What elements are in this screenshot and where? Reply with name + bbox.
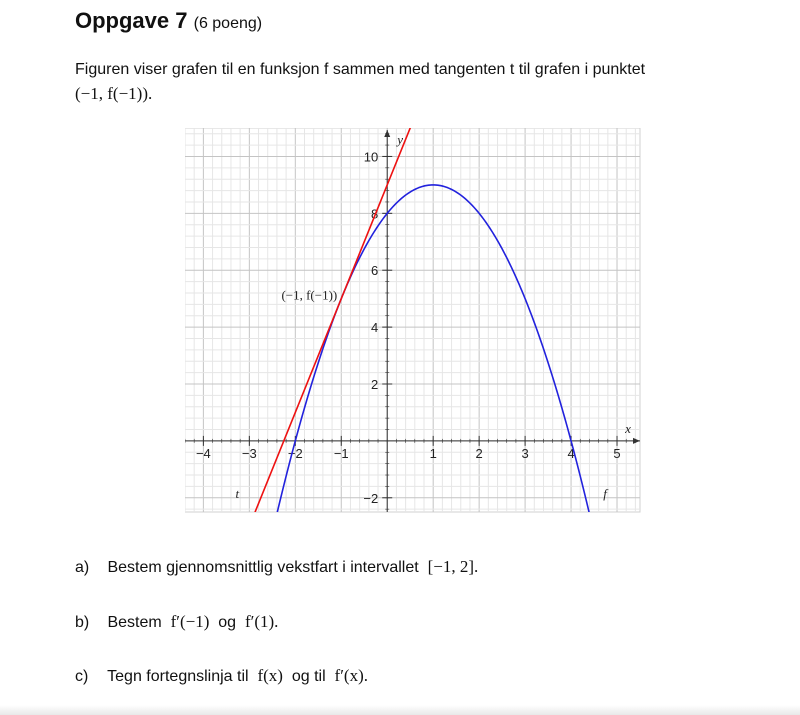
task-c-text: Tegn fortegnslinja til — [107, 668, 249, 685]
task-intro — [75, 58, 735, 107]
task-heading — [75, 8, 262, 34]
task-a-label: a) — [75, 559, 90, 576]
y-axis-label: y — [397, 132, 404, 147]
y-tick-label: 2 — [370, 377, 379, 392]
y-tick-label: 10 — [363, 149, 379, 165]
series-t-label: t — [235, 485, 240, 501]
x-tick-label: 4 — [567, 445, 575, 461]
task-points: (6 poeng) — [193, 15, 263, 32]
x-tick-label: −3 — [241, 445, 257, 461]
x-tick-label: 1 — [429, 445, 437, 461]
task-a-interval: [−1, 2]. — [427, 557, 479, 576]
task-title: Oppgave 7 — [75, 8, 188, 33]
x-tick-label: −1 — [333, 445, 349, 461]
y-tick-label: 6 — [370, 263, 379, 279]
series-f-label: f — [603, 485, 607, 501]
y-tick-label: 4 — [370, 320, 379, 336]
task-b-text: Bestem — [107, 614, 162, 631]
x-tick-label: −2 — [287, 445, 303, 461]
intro-point: (−1, f(−1)). — [75, 84, 153, 103]
function-graph — [185, 128, 645, 518]
task-a-text: Bestem gjennomsnittlig vekstfart i intervallet — [107, 559, 419, 576]
task-b — [75, 612, 278, 632]
x-axis-label: x — [625, 420, 631, 436]
task-b-label: b) — [75, 614, 90, 631]
tangent-point-label: (−1, f(−1)) — [281, 287, 338, 303]
task-c-math2: f′(x). — [334, 666, 368, 685]
task-c-math1: f(x) — [257, 666, 283, 685]
x-tick-label: 5 — [613, 445, 621, 461]
task-b-math2: f′(1). — [244, 612, 279, 631]
x-tick-label: 3 — [521, 445, 529, 461]
x-tick-label: 2 — [475, 445, 483, 461]
intro-text: Figuren viser grafen til en funksjon f sammen med tangenten t til grafen i punktet — [75, 61, 646, 78]
y-tick-label: −2 — [363, 490, 379, 506]
page-bottom-shadow — [0, 705, 800, 715]
task-c-label: c) — [75, 668, 89, 685]
x-tick-label: −4 — [195, 445, 211, 461]
y-tick-label: 8 — [370, 206, 379, 222]
task-b-math1: f′(−1) — [170, 612, 210, 631]
task-a — [75, 557, 478, 577]
task-c — [75, 666, 368, 686]
task-b-mid: og — [218, 614, 237, 631]
task-c-mid: og til — [291, 668, 326, 685]
